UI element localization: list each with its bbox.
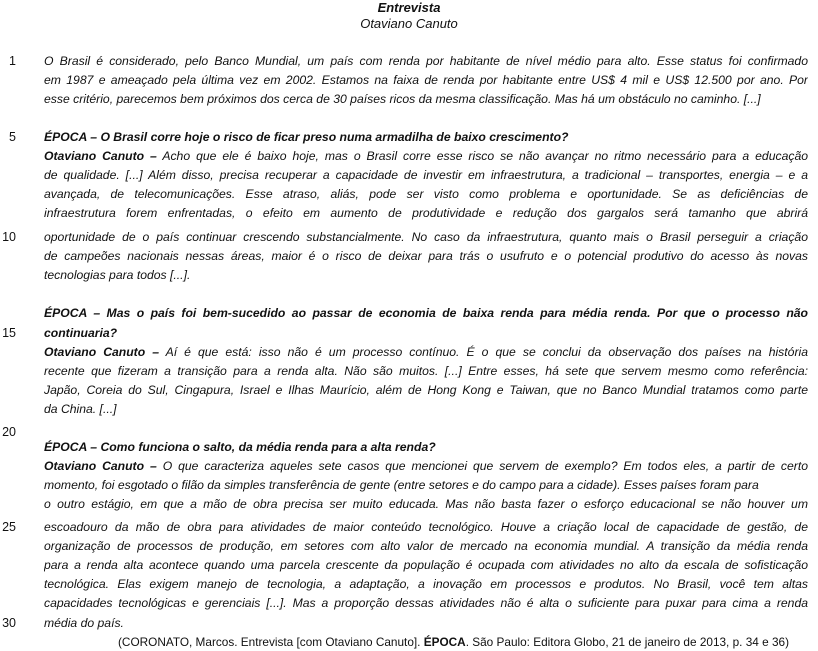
- line-number: 1: [9, 54, 16, 68]
- text-line: [44, 266, 808, 285]
- text-line: [44, 166, 808, 185]
- text-line: [44, 147, 808, 166]
- text-line: [44, 457, 808, 476]
- text-segment: recente que fizeram a transição para a renda alta. Não são muitos. [...] Entre esses, há sete que servem mesmo como referência:: [44, 364, 808, 378]
- text-segment: momento, foi esgotado o filão da simples transferência de gente (entre setores e do campo para a cidade). Esses países foram para: [44, 478, 759, 492]
- speaker-label: Otaviano Canuto –: [44, 149, 157, 163]
- document-title: Entrevista: [377, 0, 441, 15]
- text-line: [44, 476, 808, 495]
- text-line: [44, 556, 808, 575]
- text-line: [44, 594, 808, 613]
- text-line: [44, 128, 808, 147]
- text-line: [44, 228, 808, 247]
- interviewer-question: ÉPOCA – Como funciona o salto, da média renda para a alta renda?: [44, 440, 436, 454]
- interviewer-question: continuaria?: [44, 326, 118, 340]
- line-number: 15: [2, 326, 16, 340]
- source-magazine: ÉPOCA: [423, 635, 466, 649]
- text-segment: média do país.: [44, 616, 124, 630]
- text-segment: de qualidade. [...] Além disso, precisa recuperar a capacidade de investir em infraestrutura, a tradicional – transportes, energia – e a: [44, 168, 808, 182]
- text-segment: para a renda alta acontece quando uma parcela crescente da população é ocupada com atividades no alto da escala de sofisticação: [44, 558, 808, 572]
- text-line: [44, 52, 808, 71]
- text-line: [44, 438, 808, 457]
- text-segment: da China. [...]: [44, 402, 117, 416]
- text-line: [44, 343, 808, 362]
- text-line: [44, 537, 808, 556]
- text-line: [44, 247, 808, 266]
- speaker-label: Otaviano Canuto –: [44, 345, 159, 359]
- text-segment: infraestrutura forem enfrentadas, o efeito em aumento de produtividade e redução dos gargalos será tamanho que abrirá: [44, 206, 808, 220]
- interviewer-question: ÉPOCA – Mas o país foi bem-sucedido ao passar de economia de baixa renda para média renda. Por que o processo não: [44, 306, 808, 320]
- text-line: [44, 90, 808, 109]
- text-line: [44, 495, 808, 514]
- text-line: [44, 362, 808, 381]
- text-segment: O que caracteriza aqueles sete casos que mencionei que servem de exemplo? Em todos eles, a partir de certo: [156, 459, 808, 473]
- document-subtitle: Otaviano Canuto: [360, 16, 458, 31]
- text-line: [44, 324, 808, 343]
- line-number: 30: [2, 616, 16, 630]
- text-line: [44, 71, 808, 90]
- text-segment: capacidades tecnológicas e gerenciais [...]. Mas a proporção dessas atividades não é alta o suficiente para puxar para cima a renda: [44, 596, 808, 610]
- text-segment: tecnologias para todos [...].: [44, 268, 191, 282]
- line-number: 20: [2, 425, 16, 439]
- text-segment: organização de processos de produção, em setores com alto valor de mercado na economia mundial. A transição da média renda: [44, 539, 808, 553]
- source-after: . São Paulo: Editora Globo, 21 de janeiro de 2013, p. 34 e 36): [465, 635, 790, 649]
- text-line: [44, 204, 808, 223]
- text-segment: avançada, de telecomunicações. Esse atraso, aliás, pode ser visto como problema e oportunidade. Se as deficiências de: [44, 187, 808, 201]
- text-line: [44, 575, 808, 594]
- text-segment: O Brasil é considerado, pelo Banco Mundial, um país com renda por habitante de nível médio para alto. Esse status foi confirmado: [44, 54, 808, 68]
- line-number: 5: [9, 130, 16, 144]
- text-line: [44, 400, 808, 419]
- text-segment: escoadouro da mão de obra para atividades de maior conteúdo tecnológico. Houve a criação local de capacidade de gestão, de: [44, 520, 808, 534]
- text-segment: em 1987 e ameaçado pela última vez em 2002. Estamos na faixa de renda por habitante entre US$ 4 mil e US$ 12.500 por ano. Por: [44, 73, 808, 87]
- speaker-label: Otaviano Canuto –: [44, 459, 157, 473]
- text-segment: Aí é que está: isso não é um processo contínuo. É o que se conclui da observação dos países na história: [159, 345, 808, 359]
- text-segment: esse critério, parecemos bem próximos dos cerca de 30 países ricos da mesma classificação. Mas há um obstáculo no caminho. [...]: [44, 92, 761, 106]
- text-line: [44, 304, 808, 323]
- text-segment: Acho que ele é baixo hoje, mas o Brasil corre esse risco se não avançar no ritmo necessário para a educação: [156, 149, 808, 163]
- text-segment: o outro estágio, em que a mão de obra precisa ser muito educada. Mas não basta fazer o esforço educacional se não houver um: [44, 497, 808, 511]
- text-segment: de campeões nacionais nessas áreas, maior é o risco de deixar para trás o usufruto e o potencial produtivo do acesso às novas: [44, 249, 808, 263]
- text-segment: Japão, Coreia do Sul, Cingapura, Israel e Ilhas Maurício, além de Hong Kong e Taiwan, que no Banco Mundial tratamos como parte: [44, 383, 808, 397]
- interviewer-question: ÉPOCA – O Brasil corre hoje o risco de ficar preso numa armadilha de baixo crescimento?: [44, 130, 569, 144]
- line-number: 10: [2, 230, 16, 244]
- text-line: [44, 614, 808, 633]
- source-citation: [118, 633, 818, 651]
- source-before: (CORONATO, Marcos. Entrevista [com Otaviano Canuto].: [118, 635, 424, 649]
- line-number: 25: [2, 520, 16, 534]
- text-line: [44, 185, 808, 204]
- text-segment: tecnológica. Elas exigem manejo de tecnologia, a adaptação, a inovação em processos e produtos. No Brasil, você tem altas: [44, 577, 808, 591]
- text-line: [44, 518, 808, 537]
- text-segment: oportunidade de o país continuar crescendo substancialmente. No caso da infraestrutura, quanto mais o Brasil perseguir a criação: [44, 230, 808, 244]
- text-line: [44, 381, 808, 400]
